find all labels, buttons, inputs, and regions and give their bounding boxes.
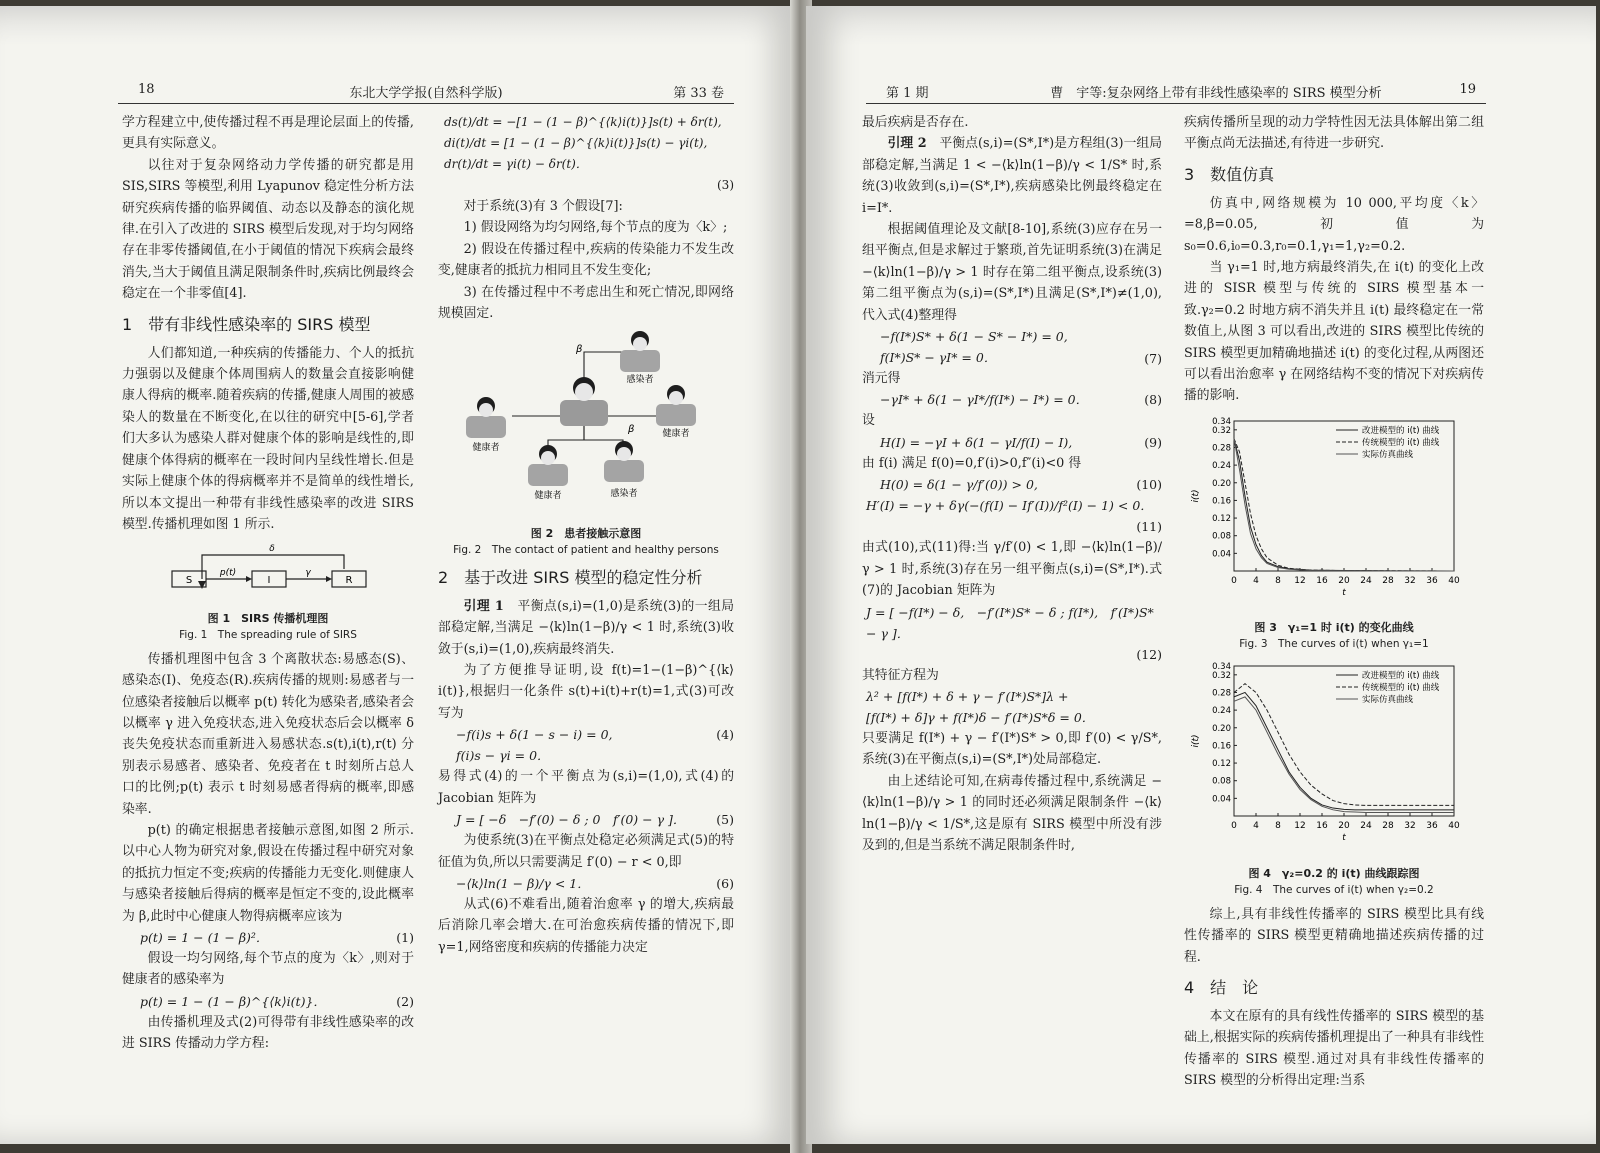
person-healthy-right — [656, 385, 696, 426]
figure-1 — [122, 541, 414, 642]
figure-4 — [1184, 658, 1484, 897]
equation-number: (9) — [1144, 434, 1162, 450]
paragraph: 对于系统(3)有 3 个假设[7]: — [463, 199, 623, 214]
equation-text: H(0) = δ(1 − γ/f′(0)) > 0, — [880, 477, 1038, 493]
x-tick-label: 4 — [1253, 821, 1259, 832]
right-column-1 — [862, 112, 1162, 856]
y-tick-label: 0.28 — [1212, 443, 1231, 454]
equation-text: p(t) = 1 − (1 − β)²． — [140, 930, 269, 945]
label-i: I — [267, 575, 271, 587]
y-tick-label: 0.28 — [1212, 688, 1231, 699]
arrow-head — [246, 576, 252, 582]
x-tick-label: 32 — [1404, 575, 1416, 586]
figure-caption-en: Fig. 2 The contact of patient and healthy persons — [453, 543, 719, 556]
y-tick-label: 0.04 — [1212, 794, 1231, 805]
equation-text: −⟨k⟩ln(1 − β)/γ < 1． — [456, 875, 590, 891]
paragraph: 本文在原有的具有线性传播率的 SIRS 模型的基础上,根据实际的疾病传播机理提出了一种具有非线性传播率的 SIRS 模型.通过对具有非线性传播率的 SIRS 模型的分析得出定理:当系 — [1184, 1008, 1484, 1089]
equation-13 — [862, 686, 1162, 728]
chart-gamma2 — [1184, 658, 1484, 858]
equation-line: di(t)/dt = [1 − (1 − β)^{⟨k⟩i(t)}]s(t) − γi(t), — [444, 136, 708, 150]
paragraph: 假设一均匀网络,每个节点的度为〈k〉,则对于健康者的感染率为 — [122, 951, 414, 988]
series-line — [1234, 439, 1454, 571]
label-healthy: 健康者 — [534, 491, 562, 502]
figure-caption-cn: 图 4 γ₂=0.2 的 i(t) 曲线跟踪图 — [1248, 866, 1420, 880]
article-title: 曹 宇等:复杂网络上带有非线性感染率的 SIRS 模型分析 — [1050, 86, 1382, 101]
x-tick-label: 28 — [1382, 821, 1394, 832]
equation-11 — [862, 495, 1162, 537]
equation-line: [f(I*) + δ]γ + f(I*)δ − f′(I*)S*δ = 0． — [866, 709, 1095, 725]
sirs-diagram — [122, 541, 414, 603]
y-tick-label: 0.12 — [1212, 513, 1231, 524]
figure-caption-cn: 图 3 γ₁=1 时 i(t) 的变化曲线 — [1254, 621, 1414, 635]
equation-3 — [438, 112, 734, 196]
equation-number: (8) — [1144, 392, 1162, 408]
equation-line: −f(i)s + δ(1 − s − i) = 0, — [456, 727, 613, 743]
equation-2 — [122, 991, 414, 1012]
legend-entry: 传统模型的 i(t) 曲线 — [1362, 437, 1440, 448]
equation-number: (4) — [716, 727, 734, 743]
page-number: 18 — [138, 82, 155, 97]
equation-line: f(I*)S* − γI* = 0． — [880, 350, 997, 366]
equation-text: H(I) = −γI + δ(1 − γI/f(I) − I), — [880, 434, 1073, 450]
x-axis-label: t — [1342, 833, 1346, 844]
x-tick-label: 4 — [1253, 575, 1259, 586]
running-header-right — [866, 78, 1486, 104]
equation-text: −γI* + δ(1 − γI*/f(I*) − I*) = 0． — [880, 392, 1089, 408]
series-line — [1234, 439, 1454, 571]
left-column-1 — [122, 112, 414, 1055]
x-tick-label: 24 — [1360, 575, 1372, 586]
y-tick-label: 0.24 — [1212, 460, 1231, 471]
y-tick-label: 0.08 — [1212, 776, 1231, 787]
figure-3 — [1184, 413, 1484, 652]
person-infected-bottom — [604, 441, 644, 482]
contact-diagram — [438, 330, 734, 518]
equation-8 — [862, 389, 1162, 410]
equation-number: (6) — [716, 875, 734, 891]
x-tick-label: 0 — [1231, 575, 1237, 586]
series-line — [1234, 684, 1454, 806]
label-delta: δ — [269, 544, 275, 555]
arrow-head — [326, 576, 332, 582]
x-tick-label: 8 — [1275, 821, 1281, 832]
running-header-left — [118, 78, 734, 104]
paragraph: 只要满足 f(I*) + γ − f′(I*)S* > 0,即 f′(0) < γ/S*,系统(3)在平衡点(s,i)=(S*,I*)处局部稳定. — [862, 730, 1162, 768]
equation-number: (5) — [716, 812, 734, 828]
equation-text: H′(I) = −γ + δγ(−(f(I) − If′(I))/f²(I) − 1) < 0． — [866, 498, 1153, 514]
page-number: 19 — [1459, 82, 1476, 97]
series-line — [1234, 439, 1454, 571]
paragraph: 最后疾病是否存在. — [862, 115, 969, 130]
chart-gamma1 — [1184, 413, 1484, 613]
person-infected-top — [620, 331, 660, 372]
figure-caption-cn: 图 2 患者接触示意图 — [530, 526, 642, 540]
figure-caption-en: Fig. 1 The spreading rule of SIRS — [179, 628, 357, 641]
lemma-text: 平衡点(s,i)=(1,0)是系统(3)的一组局部稳定解,当满足 −⟨k⟩ln(1−β)/γ < 1 时,系统(3)收敛于(s,i)=(1,0),疾病最终消失. — [438, 598, 735, 657]
section-heading: 2 基于改进 SIRS 模型的稳定性分析 — [438, 567, 703, 587]
y-tick-label: 0.08 — [1212, 531, 1231, 542]
paragraph: 为使系统(3)在平衡点处稳定必须满足式(5)的特征值为负,所以只需要满足 f′(0) − r < 0,即 — [438, 833, 734, 870]
paragraph: 消元得 — [862, 371, 901, 387]
issue: 第 1 期 — [886, 86, 929, 101]
equation-9 — [862, 432, 1162, 453]
paragraph: 根据阈值理论及文献[8-10],系统(3)应存在另一组平衡点,但是求解过于繁琐,首先证明系统(3)在满足 −⟨k⟩ln(1−β)/γ > 1 时存在第二组平衡点,设系统(3)第二组平衡点为(s,i)=(S*,I*)且满足(S*,I*)≠(1,0),代入式(4)整理得 — [862, 222, 1162, 323]
page-shadow — [0, 6, 798, 46]
legend-entry: 实际仿真曲线 — [1362, 449, 1414, 460]
section-heading: 1 带有非线性感染率的 SIRS 模型 — [122, 314, 371, 334]
paragraph: 由传播机理及式(2)可得带有非线性感染率的改进 SIRS 传播动力学方程: — [122, 1014, 414, 1052]
figure-caption-en: Fig. 4 The curves of i(t) when γ₂=0.2 — [1234, 883, 1434, 896]
equation-line: f(i)s − γi = 0． — [456, 748, 550, 764]
label-beta: β — [628, 424, 635, 436]
equation-number: (1) — [396, 930, 414, 945]
equation-7 — [862, 326, 1162, 368]
equation-line: dr(t)/dt = γi(t) − δr(t)． — [444, 157, 588, 171]
x-tick-label: 36 — [1426, 821, 1438, 832]
lemma-title: 引理 2 — [887, 136, 927, 152]
label-p: p(t) — [219, 568, 237, 579]
paragraph: 由式(10),式(11)得:当 γ/f′(0) < 1,即 −⟨k⟩ln(1−β)/γ > 1 时,系统(3)存在另一组平衡点(s,i)=(S*,I*).式(7)的 Jacobian 矩阵为 — [862, 540, 1162, 599]
assumption-1: 1) 假设网络为均匀网络,每个节点的度为〈k〉; — [463, 220, 728, 236]
equation-number: (10) — [1136, 477, 1162, 493]
paragraph: 仿真中,网络规模为 10 000,平均度〈k〉=8,β=0.05,初值为 s₀=0.6,i₀=0.3,r₀=0.1,γ₁=1,γ₂=0.2. — [1184, 195, 1484, 254]
x-tick-label: 32 — [1404, 821, 1416, 832]
equation-text: J = [ −δ −f′(0) − δ ; 0 f′(0) − γ ]． — [456, 812, 686, 828]
y-tick-label: 0.34 — [1212, 662, 1231, 673]
equation-number: (2) — [396, 993, 414, 1009]
y-tick-label: 0.24 — [1212, 706, 1231, 717]
y-tick-label: 0.34 — [1212, 416, 1231, 427]
section-heading: 4 结 论 — [1184, 977, 1259, 997]
x-tick-label: 20 — [1338, 821, 1350, 832]
arrow-head — [198, 581, 206, 589]
equation-5 — [438, 809, 734, 830]
person-center — [560, 377, 608, 426]
label-healthy: 健康者 — [662, 429, 690, 440]
figure-caption-en: Fig. 3 The curves of i(t) when γ₁=1 — [1239, 638, 1429, 651]
series-line — [1234, 697, 1454, 813]
equation-number: (12) — [1136, 646, 1162, 662]
y-tick-label: 0.04 — [1212, 549, 1231, 560]
journal-name: 东北大学学报(自然科学版) — [349, 86, 503, 101]
paragraph: 易得式(4)的一个平衡点为(s,i)=(1,0),式(4)的 Jacobian 矩阵为 — [438, 769, 734, 806]
x-tick-label: 40 — [1448, 821, 1460, 832]
paragraph: 传播机理图中包含 3 个离散状态:易感态(S)、感染态(I)、免疫态(R).疾病传播的规则:易感者与一位感染者接触后以概率 p(t) 转化为感染者,感染者会以概率 γ 进入免疫状态,进入免疫状态后会以概率 δ 丧失免疫状态而重新进入易感状态.s(t),i(t),r(t) 分别表示易感者、感染者、免疫者在 t 时刻所占总人口的比例;p(t) 表示 t 时刻易感者得病的概率,即感染率. — [122, 651, 414, 817]
y-tick-label: 0.32 — [1212, 671, 1231, 682]
equation-10 — [862, 474, 1162, 495]
paragraph: 综上,具有非线性传播率的 SIRS 模型比具有线性传播率的 SIRS 模型更精确地描述疾病传播的过程. — [1184, 906, 1484, 965]
equation-4 — [438, 724, 734, 766]
lemma-text: 平衡点(s,i)=(S*,I*)是方程组(3)一组局部稳定解,当满足 1 < −⟨k⟩ln(1−β)/γ < 1/S* 时,系统(3)收敛到(s,i)=(S*,I*),疾病感染比例最终稳定在 i=I*. — [862, 136, 1163, 216]
equation-number: (3) — [717, 178, 734, 192]
legend-entry: 传统模型的 i(t) 曲线 — [1362, 683, 1440, 694]
assumption-2: 2) 假设在传播过程中,疾病的传染能力不发生改变,健康者的抵抗力相同且不发生变化; — [438, 241, 734, 279]
y-tick-label: 0.16 — [1212, 741, 1231, 752]
legend-entry: 改进模型的 i(t) 曲线 — [1362, 671, 1440, 682]
equation-text: J = [ −f(I*) − δ, −f′(I*)S* − δ ; f(I*), f′(I*)S* − γ ]． — [866, 604, 1154, 641]
lemma-title: 引理 1 — [463, 598, 504, 614]
equation-6 — [438, 873, 734, 894]
y-tick-label: 0.16 — [1212, 496, 1231, 507]
assumption-3: 3) 在传播过程中不考虑出生和死亡情况,即网络规模固定. — [438, 284, 734, 322]
y-tick-label: 0.20 — [1212, 478, 1231, 489]
x-tick-label: 40 — [1448, 575, 1460, 586]
paragraph: 人们都知道,一种疾病的传播能力、个人的抵抗力强弱以及健康个体周围病人的数量会直接影响健康人得病的概率.随着疾病的传播,健康人周围的被感染人的数量在不断变化,在以往的研究中[5-6],学者们大多认为感染人群对健康个体的影响是线性的,即健康个体得病的概率在一段时间内呈线性增长.但是实际上健康个体的得病概率并不是简单的线性增长,所以本文提出一种带有非线性感染率的改进 SIRS 模型.传播机理如图 1 所示. — [122, 345, 414, 532]
legend-entry: 改进模型的 i(t) 曲线 — [1362, 425, 1440, 436]
paragraph: 由 f(i) 满足 f(0)=0,f′(i)>0,f″(i)<0 得 — [862, 455, 1082, 471]
x-tick-label: 16 — [1316, 821, 1328, 832]
y-tick-label: 0.32 — [1212, 425, 1231, 436]
legend-entry: 实际仿真曲线 — [1362, 695, 1414, 706]
paragraph: 当 γ₁=1 时,地方病最终消失,在 i(t) 的变化上改进的 SISR 模型与传统的 SIRS 模型基本一致.γ₂=0.2 时地方病不消失并且 i(t) 最终稳定在一常数值上,从图 3 可以看出,改进的 SIRS 模型比传统的 SIRS 模型更加精确地描述 i(t) 的变化过程,从两图还可以看出治愈率 γ 在网络结构不变的情况下对疾病传播的影响. — [1184, 260, 1484, 404]
paragraph: 疾病传播所呈现的动力学特性因无法具体解出第二组平衡点尚无法描述,有待进一步研究. — [1184, 115, 1484, 152]
left-column-2 — [438, 112, 734, 958]
x-axis-label: t — [1342, 587, 1346, 598]
figure-2 — [438, 330, 734, 557]
paragraph: p(t) 的确定根据患者接触示意图,如图 2 所示.以中心人物为研究对象,假设在传播过程中研究对象的抵抗力恒定不变;疾病的传播能力无变化.则健康人与感染者接触后得病的概率是恒定不变的,设此概率为 β,此时中心健康人物得病概率应该为 — [122, 822, 414, 924]
equation-line: λ² + [f(I*) + δ + γ − f′(I*)S*]λ + — [866, 688, 1069, 704]
label-beta: β — [576, 344, 583, 356]
paragraph: 学方程建立中,使传播过程不再是理论层面上的传播,更具有实际意义。 — [122, 115, 414, 152]
x-tick-label: 20 — [1338, 575, 1350, 586]
label-r: R — [345, 575, 353, 587]
figure-caption-cn: 图 1 SIRS 传播机理图 — [207, 611, 329, 625]
label-healthy: 健康者 — [472, 443, 500, 454]
x-tick-label: 12 — [1294, 575, 1306, 586]
x-tick-label: 24 — [1360, 821, 1372, 832]
paragraph: 从式(6)不难看出,随着治愈率 γ 的增大,疾病最后消除几率会增大.在可治愈疾病传播的情况下,即 γ=1,网络密度和疾病的传播能力决定 — [438, 896, 734, 955]
y-tick-label: 0.12 — [1212, 759, 1231, 770]
right-page — [806, 6, 1596, 1144]
equation-line: −f(I*)S* + δ(1 − S* − I*) = 0, — [880, 329, 1068, 345]
paragraph: 为了方便推导证明,设 f(t)=1−(1−β)^{⟨k⟩i(t)},根据归一化条件 s(t)+i(t)+r(t)=1,式(3)可改写为 — [438, 663, 734, 721]
equation-1 — [122, 927, 414, 948]
label-gamma: γ — [305, 568, 311, 579]
section-heading: 3 数值仿真 — [1184, 164, 1275, 184]
person-healthy-bottom — [528, 445, 568, 486]
label-s: S — [185, 575, 193, 587]
label-infected: 感染者 — [610, 489, 638, 500]
paragraph: 其特征方程为 — [862, 667, 939, 683]
equation-number: (7) — [1144, 351, 1162, 367]
label-infected: 感染者 — [626, 375, 654, 386]
equation-number: (11) — [1136, 519, 1162, 535]
x-tick-label: 28 — [1382, 575, 1394, 586]
volume: 第 33 卷 — [673, 86, 724, 101]
x-tick-label: 36 — [1426, 575, 1438, 586]
person-healthy-left — [466, 397, 506, 438]
y-axis-label: i(t) — [1191, 489, 1201, 503]
paragraph: 以往对于复杂网络动力学传播的研究都是用 SIS,SIRS 等模型,利用 Lyapunov 稳定性分析方法研究疾病传播的临界阈值、动态以及静态的演化规律.在引入了改进的 SIRS 模型后发现,对于均匀网络存在非零传播阈值,在小于阈值的情况下疾病会最终消失,当大于阈值且满足限制条件时,疾病比例最终会稳定在一个非零值[4]. — [122, 157, 414, 302]
left-page — [0, 6, 798, 1144]
equation-line: ds(t)/dt = −[1 − (1 − β)^{⟨k⟩i(t)}]s(t) + δr(t), — [444, 115, 722, 129]
y-tick-label: 0.20 — [1212, 724, 1231, 735]
paragraph: 由上述结论可知,在病毒传播过程中,系统满足 −⟨k⟩ln(1−β)/γ > 1 的同时还必须满足限制条件 −⟨k⟩ln(1−β)/γ < 1/S*,这是原有 SIRS 模型中所没有涉及到的,但是当系统不满足限制条件时, — [862, 773, 1162, 853]
x-tick-label: 16 — [1316, 575, 1328, 586]
equation-text: p(t) = 1 − (1 − β)^{⟨k⟩i(t)}． — [140, 993, 326, 1009]
y-axis-label: i(t) — [1191, 734, 1201, 748]
right-column-2 — [1184, 112, 1484, 1092]
page-shadow — [806, 6, 1596, 46]
equation-12 — [862, 602, 1162, 665]
x-tick-label: 0 — [1231, 821, 1237, 832]
x-tick-label: 8 — [1275, 575, 1281, 586]
x-tick-label: 12 — [1294, 821, 1306, 832]
paragraph: 设 — [862, 413, 875, 429]
